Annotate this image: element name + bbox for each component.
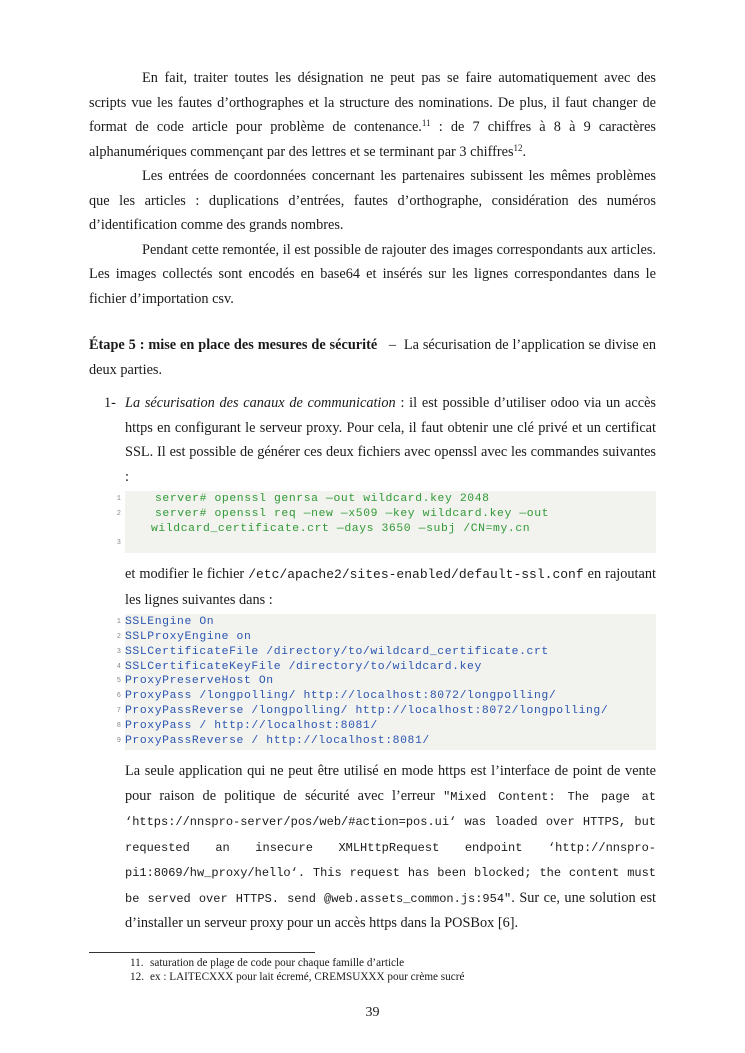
footnote-rule <box>89 952 315 953</box>
list-item-number: 1- <box>104 395 116 411</box>
code-line: 1 SSLEngine On <box>116 616 215 629</box>
section-etape-5 <box>89 333 656 382</box>
code-block-openssl <box>116 491 656 553</box>
code-line: 3 SSLCertificateFile /directory/to/wildcard_certificate.crt <box>116 645 549 658</box>
paragraph-partenaires: Les entrées de coordonnées concernant les partenaires subissent les mêmes problèmes que les articles : duplications d’entrées, fautes d’orthographe, considération des numéros d’identification comme des grands nombres. <box>89 168 656 233</box>
list-item-1 <box>104 391 656 489</box>
code-line: 7 ProxyPassReverse /longpolling/ http://localhost:8072/longpolling/ <box>116 704 609 717</box>
code-line: 3 <box>116 539 121 548</box>
page-number: 39 <box>365 1005 380 1020</box>
code-line: 2 SSLProxyEngine on <box>116 630 252 643</box>
page-body <box>89 66 656 936</box>
code-line: 6 ProxyPass /longpolling/ http://localhost:8072/longpolling/ <box>116 690 557 703</box>
paragraph-config-file: et modifier le fichier /etc/apache2/sites-enabled/default-ssl.conf en rajoutant les lignes suivantes dans : <box>125 566 656 608</box>
code-line: 2 server# openssl req —new —x509 —key wildcard.key —out <box>116 507 550 520</box>
code-line: 4 SSLCertificateKeyFile /directory/to/wildcard.key <box>116 660 482 673</box>
code-line: 5 ProxyPreserveHost On <box>116 675 274 688</box>
code-block-apache <box>116 614 656 750</box>
paragraph-designations: En fait, traiter toutes les désignation ne peut pas se faire automatiquement avec des scripts vue les fautes d’orthographes et la structure des nominations. De plus, il faut changer de format de code article pour problème de contenance.$^{11}$ : de 7 chiffres à 8 à 9 caractères alphanumériques commençant par des lettres et se terminant par 3 chiffres$^{12}$. <box>89 70 656 160</box>
paragraph-pos-error: La seule application qui ne peut être utilisé en mode https est l’interface de point de vente pour raison de politique de sécurité avec l’erreur "Mixed Content: The page at ‘https://nnspro-server/pos/web/#action=pos.ui‘ was loaded over HTTPS, but requested an insecure XMLHttpRequest endpoint ‘http://nnspro-pi1:8069/hw_proxy/hello‘. This request has been blocked; the content must be served over HTTPS. send @web.assets_common.js:954". Sur ce, une solution est d’installer un serveur proxy pour un accès https dans la POSBox [6]. <box>125 763 656 932</box>
section-intro: La sécurisation de l’application se divise en deux parties. <box>89 337 656 378</box>
footnote-ref-12[interactable]: 12 <box>513 142 523 153</box>
list-item-title: La sécurisation des canaux de communication <box>125 395 396 411</box>
footnote-11: 11. saturation de plage de code pour chaque famille d’article <box>130 957 405 969</box>
footnotes <box>89 952 656 984</box>
code-line: wildcard_certificate.crt —days 3650 —subj /CN=my.cn <box>151 522 531 535</box>
section-heading: Étape 5 : mise en place des mesures de sécurité <box>89 337 378 353</box>
list-item-1-continued <box>125 562 656 612</box>
footnote-12: 12. ex : LAITECXXX pour lait écremé, CREMSUXXX pour crème sucré <box>130 971 465 983</box>
footnote-ref-11[interactable]: 11 <box>421 118 431 128</box>
code-line: 8 ProxyPass / http://localhost:8081/ <box>116 719 378 732</box>
list-item-text: La sécurisation des canaux de communication : il est possible d’utiliser odoo via un accès https en configurant le serveur proxy. Pour cela, il faut obtenir une clé privé et un certificat SSL. Il est possible de générer ces deux fichiers avec openssl avec les commandes suivantes : <box>125 395 656 485</box>
section-separator: – <box>388 337 397 353</box>
code-line: 1 server# openssl genrsa —out wildcard.key 2048 <box>116 493 490 505</box>
error-message: "Mixed Content: The page at ‘https://nnspro-server/pos/web/#action=pos.ui‘ was loaded over HTTPS, but requested an insecure XMLHttpRequest endpoint ‘http://nnspro-pi1:8069/hw_proxy/hello‘. This request has been blocked; the content must be served over HTTPS. send @web.assets_common.js:954" <box>125 789 656 906</box>
code-line: 9 ProxyPassReverse / http://localhost:8081/ <box>116 734 430 747</box>
paragraph-images: Pendant cette remontée, il est possible de rajouter des images correspondants aux articles. Les images collectés sont encodés en base64 et insérés sur les lignes correspondantes dans le fichier d’importation csv. <box>89 241 656 307</box>
config-file-path: /etc/apache2/sites-enabled/default-ssl.conf <box>248 567 584 583</box>
